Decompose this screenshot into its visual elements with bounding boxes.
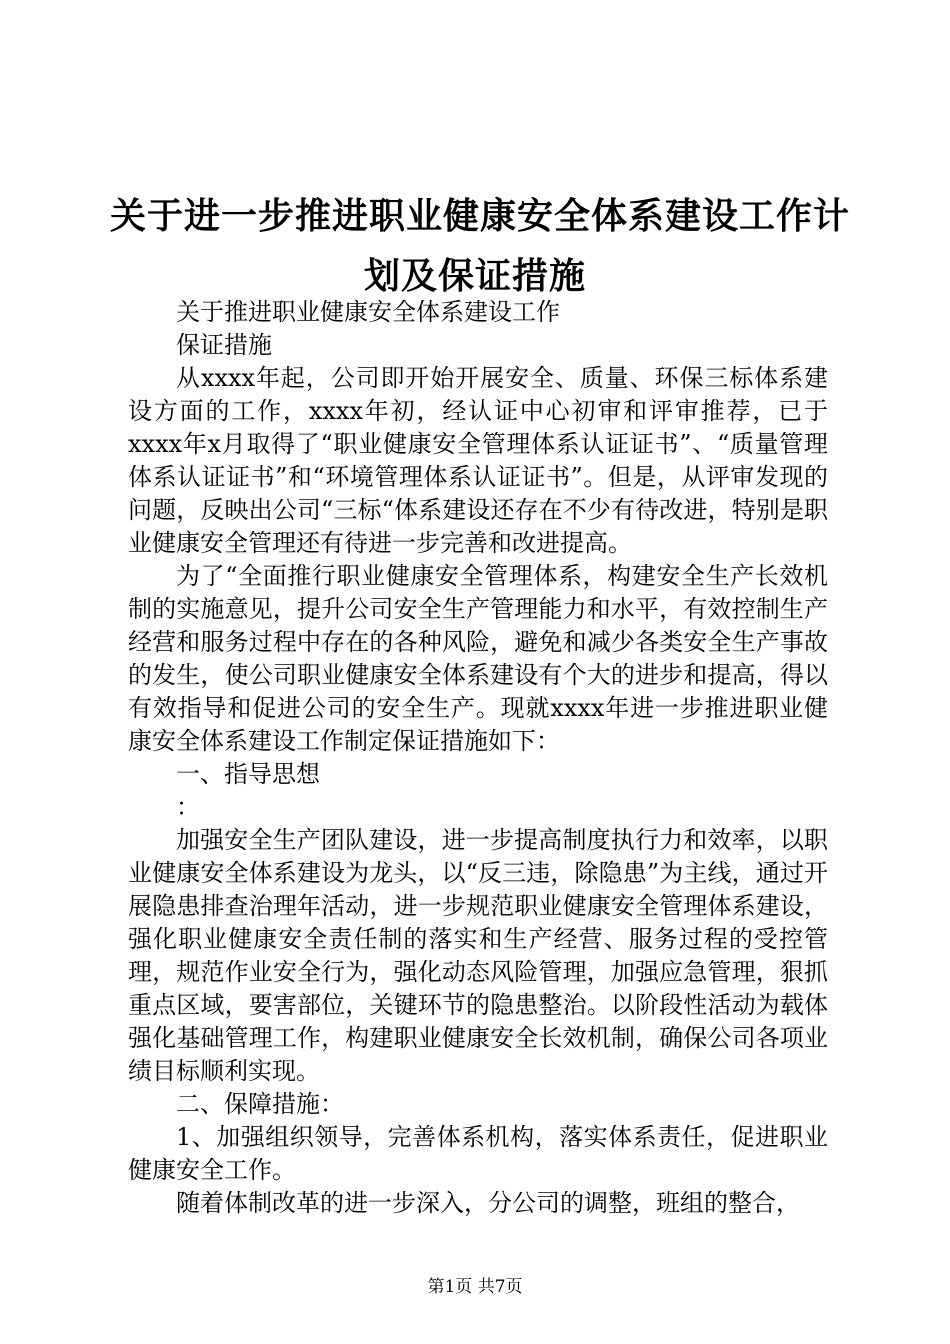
document-title-line-2: 划及保证措施	[363, 256, 586, 297]
page-footer: 第1页 共7页	[427, 1277, 523, 1297]
paragraph-reform: 随着体制改革的进一步深入，分公司的调整，班组的整合，	[176, 1189, 800, 1217]
section-heading-guiding-idea: 一、指导思想	[176, 760, 320, 788]
paragraph-purpose: 为了“全面推行职业健康安全管理体系，构建安全生产长效机制的实施意见，提升公司安全生产管理能力和水平，有效控制生产经营和服务过程中存在的各种风险，避免和减少各类安全生产事故的发生，使公司职业健康安全体系建设有个大的进步和提高，得以有效指导和促进公司的安全生产。现就xxxx年进一步推进职业健康安全体系建设工作制定保证措施如下：	[128, 562, 828, 755]
document-body	[128, 296, 828, 1220]
paragraph-subtitle: 关于推进职业健康安全体系建设工作	[176, 298, 560, 326]
paragraph-subtitle-2: 保证措施	[176, 331, 272, 359]
document-title-line-1: 关于进一步推进职业健康安全体系建设工作计	[110, 196, 851, 237]
paragraph-colon: ：	[176, 793, 200, 821]
paragraph-background: 从xxxx年起，公司即开始开展安全、质量、环保三标体系建设方面的工作，xxxx年初，经认证中心初审和评审推荐，已于xxxx年x月取得了“职业健康安全管理体系认证证书”、“质量管理体系认证证书”和“环境管理体系认证证书”。但是，从评审发现的问题，反映出公司“三标“体系建设还存在不少有待改进，特别是职业健康安全管理还有待进一步完善和改进提高。	[128, 364, 828, 557]
section-heading-measures: 二、保障措施：	[176, 1090, 344, 1118]
paragraph-measure-1: 1、加强组织领导，完善体系机构，落实体系责任，促进职业健康安全工作。	[128, 1123, 828, 1184]
paragraph-guiding-idea: 加强安全生产团队建设，进一步提高制度执行力和效率，以职业健康安全体系建设为龙头，以“反三违，除隐患”为主线，通过开展隐患排查治理年活动，进一步规范职业健康安全管理体系建设，强化职业健康安全责任制的落实和生产经营、服务过程的受控管理，规范作业安全行为，强化动态风险管理，加强应急管理，狠抓重点区域，要害部位，关键环节的隐患整治。以阶段性活动为载体强化基础管理工作，构建职业健康安全长效机制，确保公司各项业绩目标顺利实现。	[128, 826, 828, 1085]
